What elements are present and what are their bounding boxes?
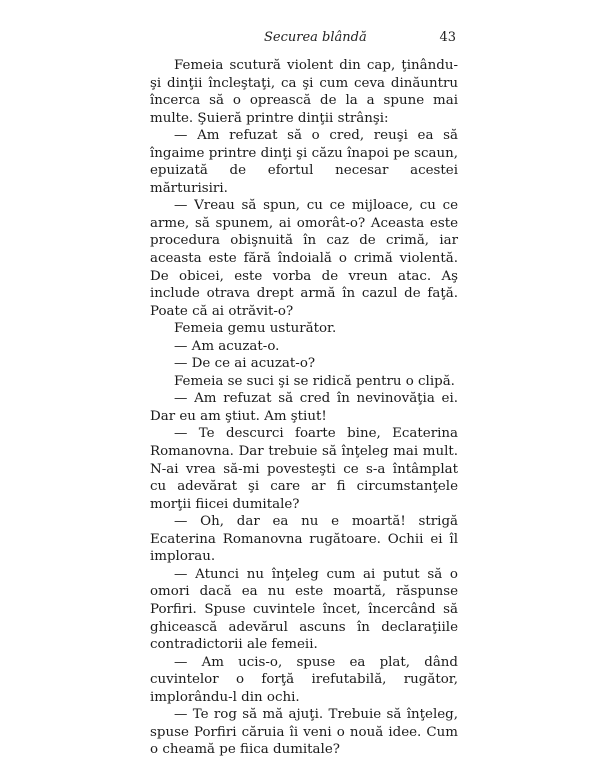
- paragraph: — Am refuzat să o cred, reuşi ea să îngaime printre dinţi şi căzu înapoi pe scaun, epuizată de efortul necesar acestei mărturisiri.: [150, 128, 458, 196]
- page-number: 43: [439, 30, 456, 45]
- paragraph: — Am acuzat-o.: [174, 338, 280, 354]
- paragraph: — Am ucis-o, spuse ea plat, dând cuvintelor o forţă irefutabilă, rugător, implorându-l din ochi.: [150, 654, 458, 705]
- paragraph: — De ce ai acuzat-o?: [174, 356, 316, 372]
- paragraph: — Atunci nu înţeleg cum ai putut să o omori dacă ea nu este moartă, răspunse Porfiri. Spuse cuvintele încet, încercând să ghicească adevărul ascuns în declaraţiile contradictorii ale femeii.: [150, 566, 458, 653]
- paragraph: — Vreau să spun, cu ce mijloace, cu ce arme, să spunem, ai omorât-o? Aceasta este procedura obişnuită în caz de crimă, iar aceasta este fără îndoială o crimă violentă. De obicei, este vorba de vreun atac. Aş include otrava drept armă în cazul de faţă. Poate că ai otrăvit-o?: [150, 198, 458, 319]
- paragraph: — Te descurci foarte bine, Ecaterina Romanovna. Dar trebuie să înţeleg mai mult. N-ai vrea să-mi povesteşti ce s-a întâmplat cu adevărat şi care ar fi circumstanţele morţii fiicei dumitale?: [150, 426, 458, 512]
- paragraph: Femeia gemu usturător.: [174, 321, 337, 337]
- paragraph: — Oh, dar ea nu e moartă! strigă Ecaterina Romanovna rugătoare. Ochii ei îl implorau.: [150, 514, 458, 565]
- paragraph: — Am refuzat să cred în nevinovăţia ei. Dar eu am ştiut. Am ştiut!: [150, 391, 458, 424]
- paragraph: — Te rog să mă ajuţi. Trebuie să înţeleg, spuse Porfiri căruia îi veni o nouă idee. Cum o cheamă pe fiica dumitale?: [150, 707, 458, 758]
- running-title: Securea blândă: [264, 30, 367, 45]
- paragraph: Femeia se suci şi se ridică pentru o clipă.: [174, 373, 455, 389]
- running-header: [150, 30, 456, 48]
- body-text: [150, 57, 458, 759]
- paragraph: Femeia scutură violent din cap, ţinându-şi dinţii încleştaţi, ca şi cum ceva dinăuntru încerca să o oprească de la a spune mai multe. Şuieră printre dinţii strânşi:: [150, 58, 458, 126]
